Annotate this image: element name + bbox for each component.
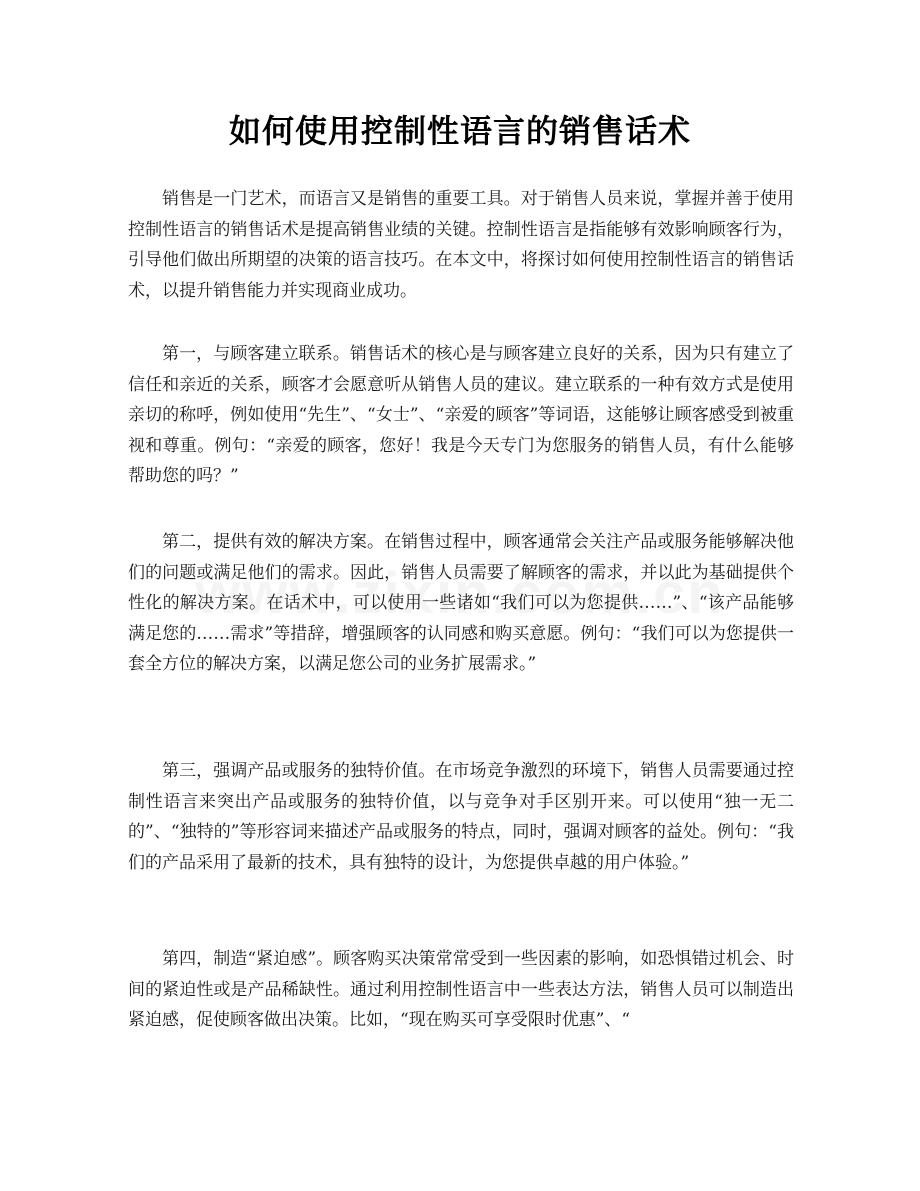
paragraph-first: 第一，与顾客建立联系。销售话术的核心是与顾客建立良好的关系，因为只有建立了信任和亲近的关系，顾客才会愿意听从销售人员的建议。建立联系的一种有效方式是使用亲切的称呼，例如使用“先生”、“女士”、“亲爱的顾客”等词语，这能够让顾客感受到被重视和尊重。例句：“亲爱的顾客，您好！我是今天专门为您服务的销售人员，有什么能够帮助您的吗？” [128, 344, 794, 487]
paragraph-fourth: 第四，制造“紧迫感”。顾客购买决策常常受到一些因素的影响，如恐惧错过机会、时间的紧迫性或是产品稀缺性。通过利用控制性语言中一些表达方法，销售人员可以制造出紧迫感，促使顾客做出决策。比如，“现在购买可享受限时优惠”、“ [128, 949, 794, 1031]
paragraph-intro: 销售是一门艺术，而语言又是销售的重要工具。对于销售人员来说，掌握并善于使用控制性语言的销售话术是提高销售业绩的关键。控制性语言是指能够有效影响顾客行为，引导他们做出所期望的决策的语言技巧。在本文中，将探讨如何使用控制性语言的销售话术，以提升销售能力并实现商业成功。 [128, 189, 794, 301]
paragraph-second: 第二，提供有效的解决方案。在销售过程中，顾客通常会关注产品或服务能够解决他们的问题或满足他们的需求。因此，销售人员需要了解顾客的需求，并以此为基础提供个性化的解决方案。在话术中，可以使用一些诸如“我们可以为您提供……”、“该产品能够满足您的……需求”等措辞，增强顾客的认同感和购买意愿。例句：“我们可以为您提供一套全方位的解决方案，以满足您公司的业务扩展需求。” [128, 532, 794, 675]
document-title: 如何使用控制性语言的销售话术 [228, 112, 691, 150]
paragraph-third: 第三，强调产品或服务的独特价值。在市场竞争激烈的环境下，销售人员需要通过控制性语言来突出产品或服务的独特价值，以与竞争对手区别开来。可以使用“独一无二的”、“独特的”等形容词来描述产品或服务的特点，同时，强调对顾客的益处。例句：“我们的产品采用了最新的技术，具有独特的设计，为您提供卓越的用户体验。” [128, 761, 794, 873]
